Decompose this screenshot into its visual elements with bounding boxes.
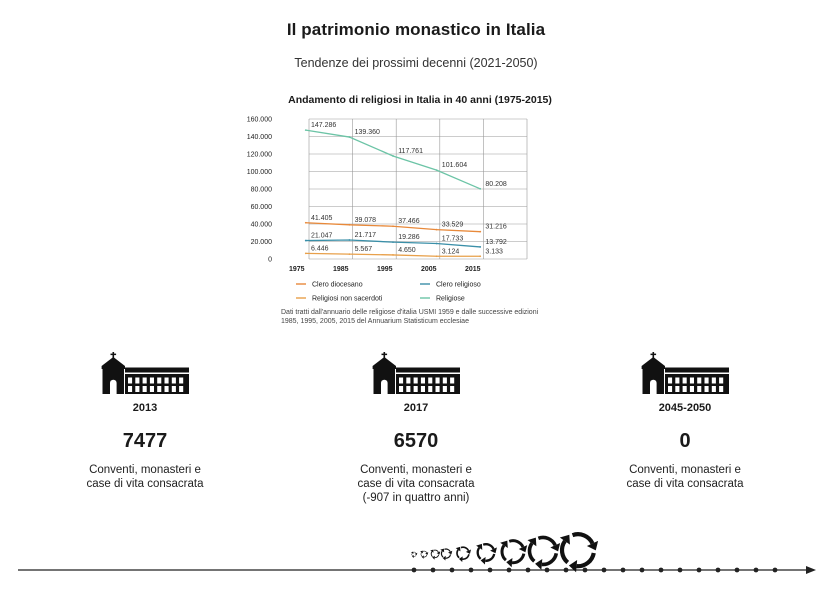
data-label: 117.761 (398, 147, 423, 155)
data-point (305, 252, 307, 254)
data-label: 17.733 (441, 235, 464, 243)
timeline-dot (659, 568, 664, 573)
data-label: 147.286 (311, 122, 337, 130)
stat-desc-line: case di vita consacrata (86, 478, 204, 490)
data-label: 3.124 (441, 248, 460, 256)
monastery-icon (640, 352, 730, 394)
data-label: 41.405 (311, 214, 333, 222)
data-label: 4.650 (398, 246, 416, 254)
data-point (392, 241, 394, 243)
timeline-dot (735, 568, 740, 573)
stat-desc-line: (-907 in quattro anni) (362, 492, 470, 504)
legend-label: Clero diocesano (312, 281, 363, 289)
page-title: Il patrimonio monastico in Italia (286, 20, 546, 39)
data-label: 39.078 (354, 216, 377, 224)
cycle-arrows-icon (476, 544, 497, 565)
data-point (305, 222, 307, 224)
data-label: 101.604 (441, 162, 468, 170)
data-label: 19.286 (398, 234, 420, 242)
stat-desc (595, 463, 775, 491)
data-point (349, 136, 351, 138)
stat-year: 2045-2050 (658, 402, 712, 414)
data-point (349, 239, 351, 241)
y-tick-label: 80.000 (250, 186, 272, 194)
timeline-dot (431, 568, 436, 573)
legend-label: Religiose (436, 295, 465, 303)
x-tick-label: 1995 (377, 266, 393, 273)
timeline-dot (507, 568, 512, 573)
data-point (436, 169, 438, 171)
stat-year: 2013 (132, 402, 158, 414)
data-point (305, 129, 307, 131)
x-tick-label: 2015 (465, 266, 481, 273)
data-point (392, 225, 394, 227)
data-point (392, 254, 394, 256)
x-tick-label: 1985 (333, 266, 349, 273)
cycle-arrows-icon (500, 541, 527, 568)
data-point (479, 255, 481, 257)
stat-desc (55, 463, 235, 491)
data-point (436, 255, 438, 257)
cycle-arrows-icon (560, 534, 598, 572)
timeline-dot (469, 568, 474, 573)
monastery-icon (100, 352, 190, 394)
data-point (436, 229, 438, 231)
y-tick-label: 100.000 (246, 169, 272, 176)
cycle-arrows-icon (528, 537, 561, 569)
timeline-arrow-icon (806, 566, 816, 574)
stat-2017 (326, 352, 506, 505)
y-tick-label: 160.000 (246, 116, 272, 124)
stat-desc-line: case di vita consacrata (357, 478, 475, 490)
stat-desc-line: case di vita consacrata (626, 478, 744, 490)
data-label: 33.529 (441, 221, 464, 229)
chart-title: Andamento di religiosi in Italia in 40 anni (1975-2015) (288, 94, 552, 106)
cycle-arrows-icon (430, 550, 440, 560)
data-point (479, 246, 481, 248)
data-point (305, 240, 307, 242)
timeline-dot (602, 568, 607, 573)
cycle-arrows-icon (440, 549, 452, 561)
data-point (349, 224, 351, 226)
cycle-arrows-icon (456, 547, 471, 562)
data-label: 31.216 (485, 223, 507, 231)
timeline-dot (773, 568, 778, 573)
x-tick-label: 2005 (421, 266, 437, 273)
stat-2045-2050 (595, 352, 775, 491)
data-label: 37.466 (398, 218, 420, 226)
page-subtitle: Tendenze dei prossimi decenni (2021-2050) (294, 56, 538, 70)
timeline (0, 515, 832, 585)
stat-desc-line: Conventi, monasteri e (360, 464, 472, 476)
data-point (349, 253, 351, 255)
stat-desc (326, 463, 506, 505)
stat-count: 7477 (122, 430, 168, 452)
data-point (392, 155, 394, 157)
stat-count: 0 (679, 430, 691, 452)
y-tick-label: 0 (268, 256, 272, 264)
religious-trend-chart (230, 110, 610, 310)
timeline-dot (526, 568, 531, 573)
stat-count: 6570 (393, 430, 439, 452)
timeline-dot (545, 568, 550, 573)
timeline-dot (640, 568, 645, 573)
legend-label: Religiosi non sacerdoti (312, 295, 383, 303)
data-label: 13.792 (485, 238, 507, 246)
stat-desc-line: Conventi, monasteri e (629, 464, 741, 476)
data-label: 139.360 (354, 129, 380, 137)
y-tick-label: 20.000 (250, 239, 272, 246)
y-tick-label: 120.000 (246, 151, 272, 159)
series-line (306, 130, 480, 189)
stat-desc-line: Conventi, monasteri e (89, 464, 201, 476)
timeline-dot (564, 568, 569, 573)
y-tick-label: 40.000 (250, 221, 272, 229)
y-tick-label: 60.000 (250, 204, 272, 211)
timeline-dot (450, 568, 455, 573)
timeline-dot (678, 568, 683, 573)
x-tick-label: 1975 (289, 266, 305, 273)
data-label: 5.567 (354, 246, 373, 254)
data-label: 3.133 (485, 248, 503, 256)
cycle-arrows-icon (420, 551, 428, 559)
timeline-dot (583, 568, 588, 573)
y-tick-label: 140.000 (246, 134, 272, 141)
timeline-dot (488, 568, 493, 573)
stat-2013 (55, 352, 235, 491)
timeline-dot (621, 568, 626, 573)
cycle-arrows-icon (411, 552, 417, 558)
data-point (479, 231, 481, 233)
timeline-dot (697, 568, 702, 573)
timeline-dot (716, 568, 721, 573)
data-label: 6.446 (311, 245, 329, 253)
timeline-dot (412, 568, 417, 573)
data-point (479, 188, 481, 190)
timeline-dot (754, 568, 759, 573)
data-point (436, 243, 438, 245)
stat-year: 2017 (403, 402, 429, 414)
data-label: 80.208 (485, 180, 507, 188)
data-label: 21.717 (354, 231, 377, 239)
legend-label: Clero religioso (436, 281, 481, 289)
chart-source-note: Dati tratti dall'annuario delle religiose d'italia USMI 1959 e dalle successive edizioni 1985, 1995, 2005, 2015 del Annuarium Statisticum ecclesiae (281, 309, 539, 325)
monastery-icon (371, 352, 461, 394)
data-label: 21.047 (311, 232, 333, 240)
